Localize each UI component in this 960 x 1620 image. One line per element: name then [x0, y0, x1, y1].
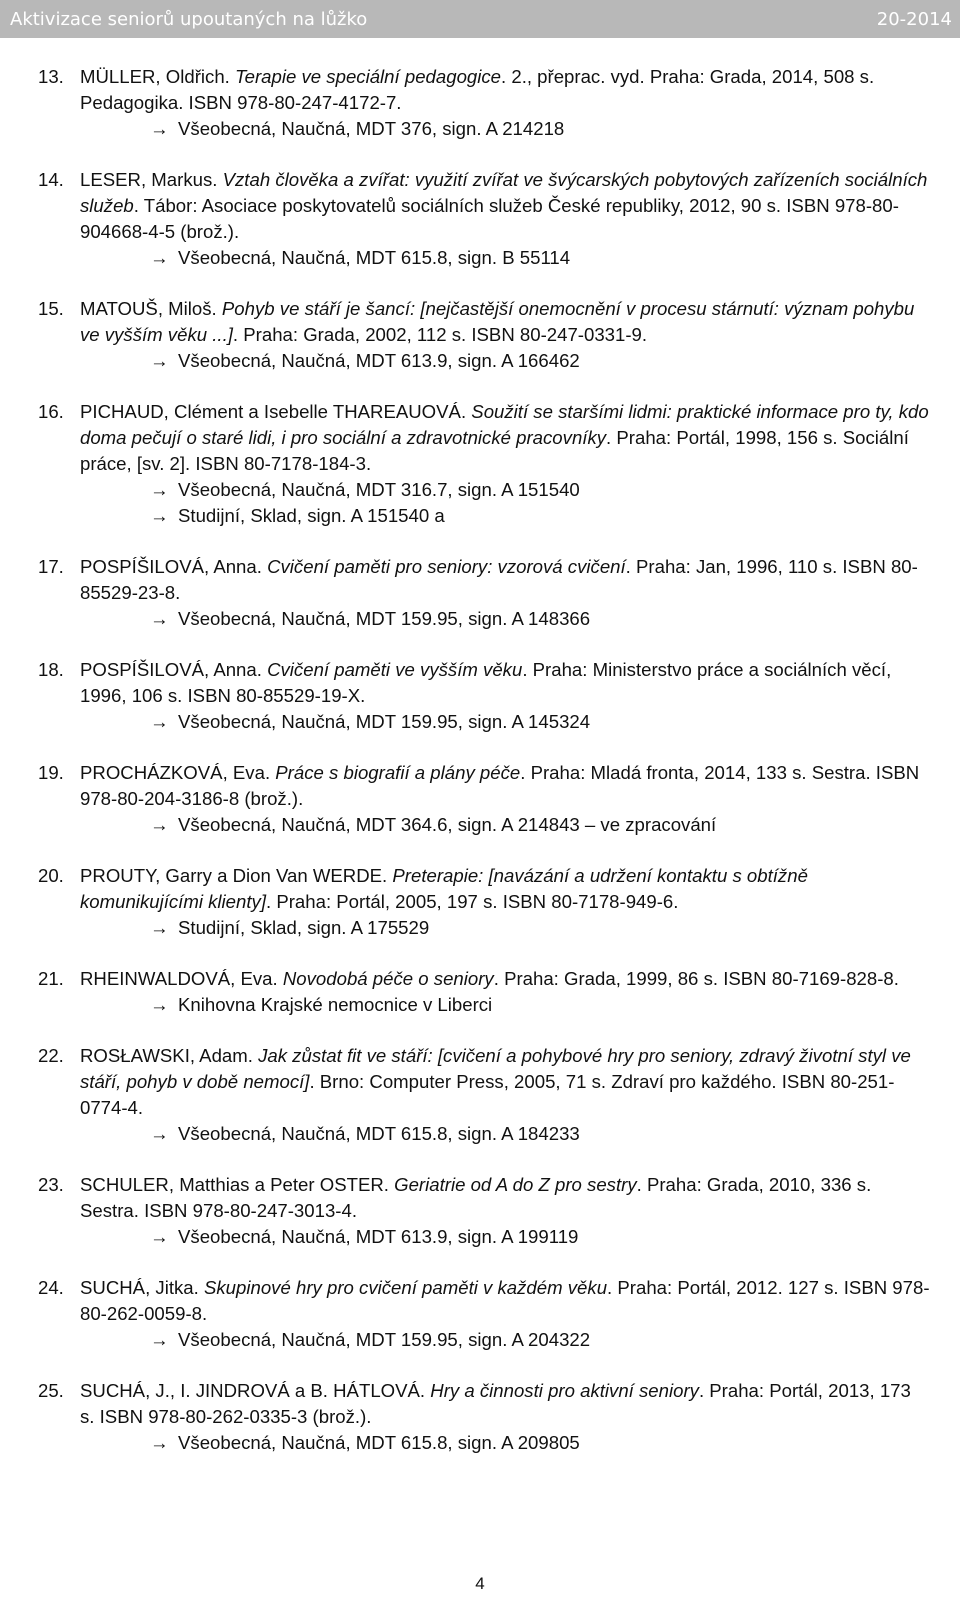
entry-number: 15. [38, 298, 64, 319]
entry-title: Novodobá péče o seniory [282, 968, 494, 989]
entry-author: RHEINWALDOVÁ, Eva. [80, 968, 283, 989]
entry-title: Pohyb ve stáří je šancí: [nejčastější onemocnění v procesu stárnutí: význam pohybu ve vyšším věku ...] [80, 298, 915, 345]
entry-location [80, 709, 930, 735]
entry-number: 17. [38, 556, 64, 577]
entry-citation [80, 760, 930, 812]
bibliography-entry [0, 167, 960, 271]
entry-citation [80, 1378, 930, 1430]
entry-author: LESER, Markus. [80, 169, 223, 190]
entry-author: PROUTY, Garry a Dion Van WERDE. [80, 865, 393, 886]
entry-citation [80, 1043, 930, 1121]
entry-author: SUCHÁ, Jitka. [80, 1277, 204, 1298]
bibliography-entry [0, 657, 960, 735]
entry-author: POSPÍŠILOVÁ, Anna. [80, 659, 268, 680]
entry-number: 21. [38, 968, 64, 989]
entry-citation [80, 657, 930, 709]
bibliography-entry [0, 760, 960, 838]
entry-number: 23. [38, 1174, 64, 1195]
entry-publication-info: . Praha: Jan, 1996, 110 s. ISBN 80-85529-23-8. [80, 556, 918, 603]
entry-title: Hry a činnosti pro aktivní seniory [430, 1380, 699, 1401]
entry-author: ROSŁAWSKI, Adam. [80, 1045, 259, 1066]
entry-number: 22. [38, 1045, 64, 1066]
location-text: Všeobecná, Naučná, MDT 159.95, sign. A 148366 [178, 608, 591, 629]
entry-title: Vztah člověka a zvířat: využití zvířat ve švýcarských pobytových zařízeních sociálních služeb [80, 169, 928, 216]
entry-author: MÜLLER, Oldřich. [80, 66, 235, 87]
location-text: Všeobecná, Naučná, MDT 613.9, sign. A 166462 [178, 350, 580, 371]
arrow-right-icon: → [150, 711, 169, 732]
entry-location [80, 1121, 930, 1147]
arrow-right-icon: → [150, 118, 169, 139]
entry-author: MATOUŠ, Miloš. [80, 298, 222, 319]
page-header [0, 0, 960, 38]
entry-citation [80, 167, 930, 245]
location-text: Všeobecná, Naučná, MDT 615.8, sign. B 55114 [178, 247, 571, 268]
entry-publication-info: . Praha: Grada, 2010, 336 s. Sestra. ISBN 978-80-247-3013-4. [80, 1174, 872, 1221]
entry-publication-info: . Praha: Portál, 2012. 127 s. ISBN 978-80-262-0059-8. [80, 1277, 930, 1324]
entry-title: Cvičení paměti pro seniory: vzorová cvičení [267, 556, 626, 577]
bibliography-entry [0, 554, 960, 632]
location-text: Všeobecná, Naučná, MDT 615.8, sign. A 209805 [178, 1432, 580, 1453]
entry-location [80, 1327, 930, 1353]
entry-publication-info: . Praha: Portál, 2013, 173 s. ISBN 978-80-262-0335-3 (brož.). [80, 1380, 911, 1427]
entry-location [80, 503, 930, 529]
arrow-right-icon: → [150, 994, 169, 1015]
entry-location [80, 1224, 930, 1250]
location-text: Všeobecná, Naučná, MDT 376, sign. A 214218 [178, 118, 565, 139]
location-text: Studijní, Sklad, sign. A 151540 a [178, 505, 445, 526]
page-number: 4 [475, 1574, 485, 1593]
location-text: Všeobecná, Naučná, MDT 615.8, sign. A 184233 [178, 1123, 580, 1144]
bibliography-entry [0, 1172, 960, 1250]
arrow-right-icon: → [150, 1432, 169, 1453]
arrow-right-icon: → [150, 917, 169, 938]
location-text: Knihovna Krajské nemocnice v Liberci [178, 994, 493, 1015]
entry-title: Geriatrie od A do Z pro sestry [394, 1174, 637, 1195]
entry-location [80, 348, 930, 374]
entry-number: 16. [38, 401, 64, 422]
bibliography-entry [0, 64, 960, 142]
entry-citation [80, 554, 930, 606]
entry-location [80, 477, 930, 503]
bibliography-entry [0, 1378, 960, 1456]
bibliography-entry [0, 1043, 960, 1147]
entry-citation [80, 966, 930, 992]
arrow-right-icon: → [150, 505, 169, 526]
entry-location [80, 245, 930, 271]
bibliography-entry [0, 966, 960, 1018]
arrow-right-icon: → [150, 247, 169, 268]
entry-number: 19. [38, 762, 64, 783]
bibliography-list [0, 64, 960, 1481]
bibliography-entry [0, 863, 960, 941]
entry-title: Cvičení paměti ve vyšším věku [267, 659, 523, 680]
entry-number: 25. [38, 1380, 64, 1401]
arrow-right-icon: → [150, 1123, 169, 1144]
entry-number: 18. [38, 659, 64, 680]
entry-publication-info: . 2., přeprac. vyd. Praha: Grada, 2014, 508 s. Pedagogika. ISBN 978-80-247-4172-7. [80, 66, 875, 113]
arrow-right-icon: → [150, 350, 169, 371]
bibliography-entry [0, 296, 960, 374]
location-text: Všeobecná, Naučná, MDT 613.9, sign. A 199119 [178, 1226, 579, 1247]
location-text: Všeobecná, Naučná, MDT 159.95, sign. A 204322 [178, 1329, 591, 1350]
entry-publication-info: . Praha: Grada, 1999, 86 s. ISBN 80-7169-828-8. [493, 968, 899, 989]
entry-citation [80, 1172, 930, 1224]
entry-location [80, 1430, 930, 1456]
document-date: 20-2014 [876, 8, 952, 30]
entry-title: Preterapie: [navázání a udržení kontaktu s obtížně komunikujícími klienty] [80, 865, 808, 912]
entry-location [80, 116, 930, 142]
location-text: Studijní, Sklad, sign. A 175529 [178, 917, 430, 938]
entry-title: Terapie ve speciální pedagogice [235, 66, 502, 87]
location-text: Všeobecná, Naučná, MDT 159.95, sign. A 145324 [178, 711, 591, 732]
entry-publication-info: . Brno: Computer Press, 2005, 71 s. Zdraví pro každého. ISBN 80-251-0774-4. [80, 1071, 895, 1118]
entry-title: Práce s biografií a plány péče [275, 762, 521, 783]
entry-citation [80, 1275, 930, 1327]
entry-title: Soužití se staršími lidmi: praktické informace pro ty, kdo doma pečují o staré lidi, i pro sociální a zdravotnické pracovníky [80, 401, 929, 448]
location-text: Všeobecná, Naučná, MDT 364.6, sign. A 214843 – ve zpracování [178, 814, 717, 835]
arrow-right-icon: → [150, 1226, 169, 1247]
entry-citation [80, 296, 930, 348]
entry-citation [80, 399, 930, 477]
entry-number: 20. [38, 865, 64, 886]
entry-author: POSPÍŠILOVÁ, Anna. [80, 556, 268, 577]
bibliography-entry [0, 399, 960, 529]
entry-publication-info: . Praha: Grada, 2002, 112 s. ISBN 80-247-0331-9. [232, 324, 648, 345]
entry-citation [80, 863, 930, 915]
arrow-right-icon: → [150, 608, 169, 629]
arrow-right-icon: → [150, 814, 169, 835]
entry-title: Skupinové hry pro cvičení paměti v každém věku [203, 1277, 608, 1298]
entry-publication-info: . Praha: Portál, 1998, 156 s. Sociální práce, [sv. 2]. ISBN 80-7178-184-3. [80, 427, 909, 474]
document-title: Aktivizace seniorů upoutaných na lůžko [10, 8, 368, 30]
bibliography-entry [0, 1275, 960, 1353]
entry-author: PROCHÁZKOVÁ, Eva. [80, 762, 276, 783]
entry-publication-info: . Tábor: Asociace poskytovatelů sociálních služeb České republiky, 2012, 90 s. ISBN 978-80-904668-4-5 (brož.). [80, 195, 899, 242]
arrow-right-icon: → [150, 1329, 169, 1350]
entry-location [80, 606, 930, 632]
entry-location [80, 915, 930, 941]
entry-number: 14. [38, 169, 64, 190]
entry-publication-info: . Praha: Mladá fronta, 2014, 133 s. Sestra. ISBN 978-80-204-3186-8 (brož.). [80, 762, 920, 809]
entry-author: SUCHÁ, J., I. JINDROVÁ a B. HÁTLOVÁ. [80, 1380, 431, 1401]
location-text: Všeobecná, Naučná, MDT 316.7, sign. A 151540 [178, 479, 580, 500]
arrow-right-icon: → [150, 479, 169, 500]
entry-location [80, 812, 930, 838]
entry-number: 24. [38, 1277, 64, 1298]
entry-publication-info: . Praha: Portál, 2005, 197 s. ISBN 80-7178-949-6. [266, 891, 679, 912]
entry-author: SCHULER, Matthias a Peter OSTER. [80, 1174, 395, 1195]
entry-number: 13. [38, 66, 64, 87]
entry-location [80, 992, 930, 1018]
entry-citation [80, 64, 930, 116]
entry-title: Jak zůstat fit ve stáří: [cvičení a pohybové hry pro seniory, zdravý životní styl ve stáří, pohyb v době nemocí] [80, 1045, 911, 1092]
entry-author: PICHAUD, Clément a Isebelle THAREAUOVÁ. [80, 401, 472, 422]
entry-publication-info: . Praha: Ministerstvo práce a sociálních věcí, 1996, 106 s. ISBN 80-85529-19-X. [80, 659, 892, 706]
